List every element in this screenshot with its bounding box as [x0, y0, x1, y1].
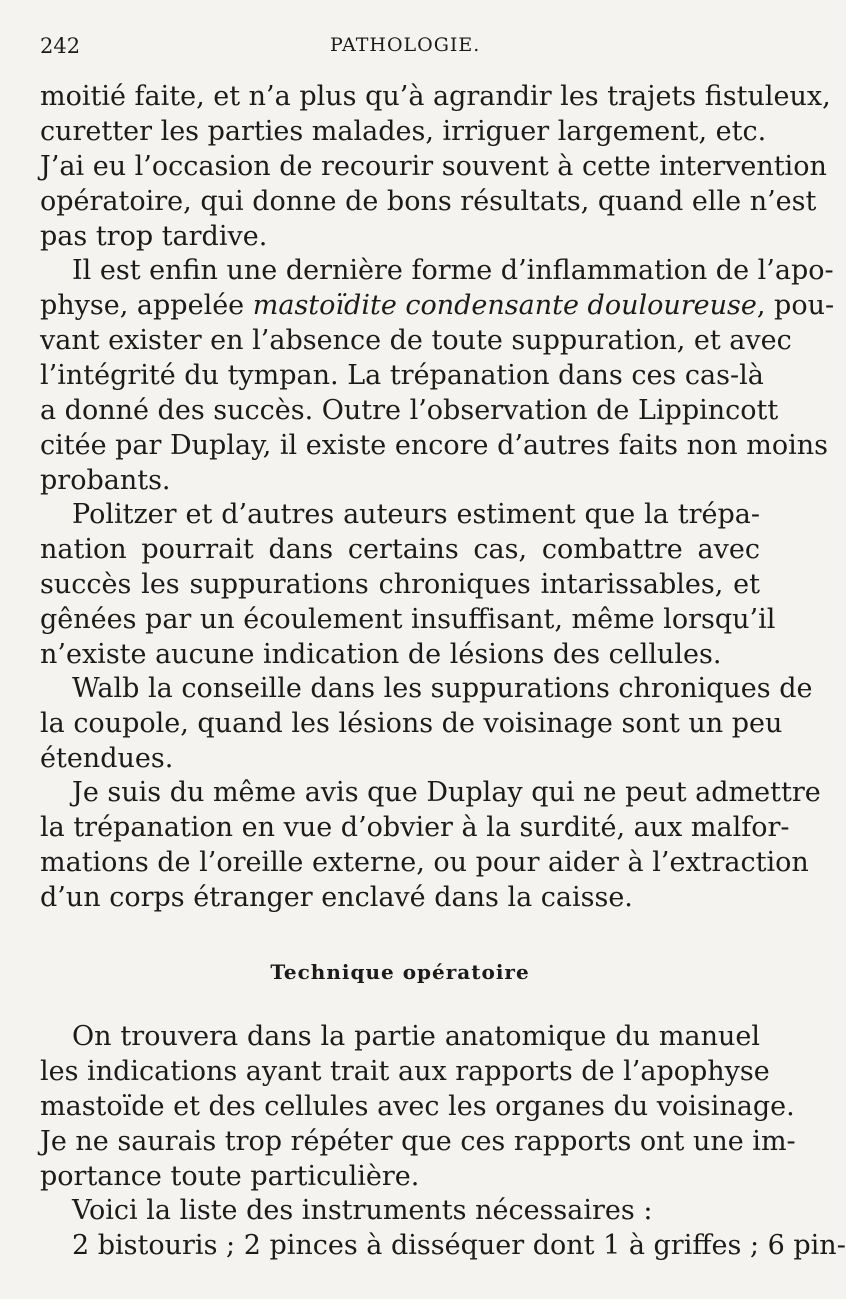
text-line: Je ne saurais trop répéter que ces rapports ont une im- [40, 1126, 796, 1157]
text-line: pas trop tardive. [40, 221, 268, 252]
text-line: les indications ayant trait aux rapports de l’apophyse [40, 1056, 770, 1087]
text-line: succès les suppurations chroniques intarissables, et [40, 569, 760, 600]
text-line: mations de l’oreille externe, ou pour aider à l’extraction [40, 847, 809, 878]
text-line: moitié faite, et n’a plus qu’à agrandir les trajets fistuleux, [40, 81, 831, 112]
text-line: opératoire, qui donne de bons résultats, quand elle n’est [40, 186, 817, 217]
text-line: Voici la liste des instruments nécessaires : [72, 1195, 653, 1226]
text-line: citée par Duplay, il existe encore d’autres faits non moins [40, 430, 828, 461]
text-line: On trouvera dans la partie anatomique du manuel [72, 1021, 760, 1052]
running-head: PATHOLOGIE. [330, 34, 481, 56]
text-line: mastoïde et des cellules avec les organes du voisinage. [40, 1091, 795, 1122]
text-line: J’ai eu l’occasion de recourir souvent à cette intervention [40, 151, 827, 182]
text-line: Politzer et d’autres auteurs estiment que la trépa- [72, 499, 760, 530]
text-line: probants. [40, 465, 171, 496]
text-line: 2 bistouris ; 2 pinces à disséquer dont 1 à griffes ; 6 pin- [72, 1230, 846, 1261]
text-line: étendues. [40, 743, 174, 774]
text-line: n’existe aucune indication de lésions des cellules. [40, 639, 722, 670]
section-heading: Technique opératoire [270, 960, 530, 984]
text-line: la trépanation en vue d’obvier à la surdité, aux malfor- [40, 812, 790, 843]
text-line: Il est enfin une dernière forme d’inflammation de l’apo- [72, 255, 834, 286]
text-line: la coupole, quand les lésions de voisinage sont un peu [40, 708, 783, 739]
text-line: portance toute particulière. [40, 1161, 420, 1192]
text-line: Je suis du même avis que Duplay qui ne peut admettre [72, 777, 821, 808]
text-line: vant exister en l’absence de toute suppuration, et avec [40, 325, 792, 356]
page-number: 242 [40, 34, 81, 58]
italic-term: mastoïdite condensante douloureuse [252, 290, 757, 321]
text-line: Walb la conseille dans les suppurations chroniques de [72, 673, 813, 704]
text-line: d’un corps étranger enclavé dans la caisse. [40, 882, 633, 913]
text-line: gênées par un écoulement insuffisant, même lorsqu’il [40, 604, 776, 635]
text-line: curetter les parties malades, irriguer largement, etc. [40, 116, 767, 147]
text-line: l’intégrité du tympan. La trépanation dans ces cas-là [40, 360, 764, 391]
text-line: a donné des succès. Outre l’observation de Lippincott [40, 395, 779, 426]
text-line: physe, appelée mastoïdite condensante douloureuse, pou- [40, 290, 835, 321]
page-header [40, 34, 760, 64]
text-line: nation pourrait dans certains cas, combattre avec [40, 534, 760, 565]
